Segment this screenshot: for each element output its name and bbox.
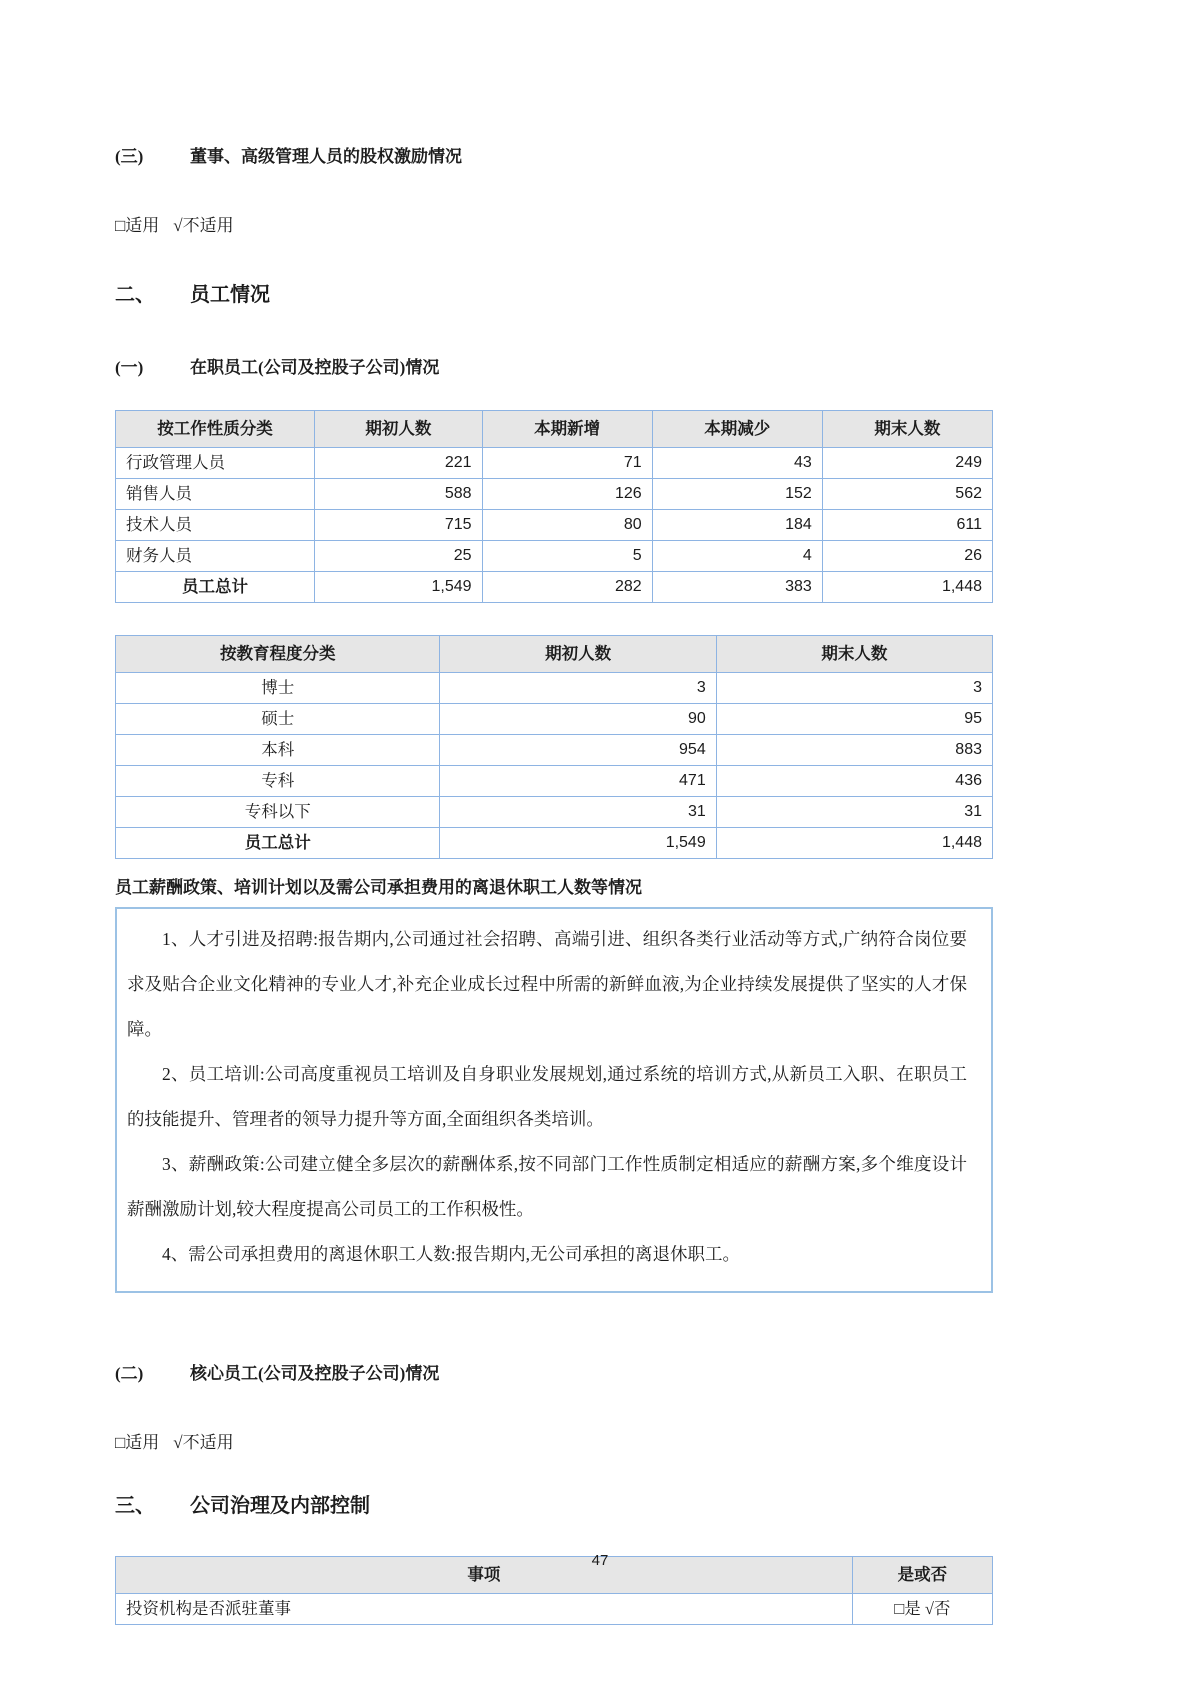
row-label: 博士 — [116, 673, 440, 704]
cell-value: 1,448 — [716, 828, 992, 859]
table-row — [116, 510, 993, 541]
column-header: 期初人数 — [440, 636, 716, 673]
checkbox-applicable: □适用 — [115, 1433, 160, 1452]
table-row — [116, 766, 993, 797]
total-label: 员工总计 — [116, 572, 315, 603]
heading-title: 员工情况 — [190, 284, 270, 306]
column-header: 本期减少 — [652, 411, 822, 448]
cell-value: 31 — [716, 797, 992, 828]
row-label: 销售人员 — [116, 479, 315, 510]
checkbox-not-applicable: √不适用 — [173, 1433, 234, 1452]
heading-active-employees — [115, 353, 993, 378]
cell-value: 126 — [482, 479, 652, 510]
cell-value: 883 — [716, 735, 992, 766]
applicability-line-bottom — [115, 1428, 993, 1453]
table-row — [116, 673, 993, 704]
cell-value: 1,549 — [315, 572, 483, 603]
cell-value: 588 — [315, 479, 483, 510]
cell-value: 71 — [482, 448, 652, 479]
column-header: 按教育程度分类 — [116, 636, 440, 673]
heading-number: 二、 — [115, 284, 155, 306]
table-row — [116, 704, 993, 735]
cell-value: 25 — [315, 541, 483, 572]
table-header-row — [116, 636, 993, 673]
heading-number: (二) — [115, 1364, 144, 1383]
table-row — [116, 1594, 993, 1625]
applicability-line-top — [115, 211, 993, 236]
row-label: 专科 — [116, 766, 440, 797]
cell-value: 184 — [652, 510, 822, 541]
total-label: 员工总计 — [116, 828, 440, 859]
cell-value: 611 — [822, 510, 992, 541]
column-header: 按工作性质分类 — [116, 411, 315, 448]
yes-no-checkboxes: □是 √否 — [852, 1594, 992, 1625]
column-header: 本期新增 — [482, 411, 652, 448]
cell-value: 3 — [440, 673, 716, 704]
cell-value: 31 — [440, 797, 716, 828]
column-header: 是或否 — [852, 1557, 992, 1594]
policy-paragraph-training: 2、员工培训:公司高度重视员工培训及自身职业发展规划,通过系统的培训方式,从新员工入职、在职员工的技能提升、管理者的领导力提升等方面,全面组织各类培训。 — [127, 1064, 967, 1129]
row-label: 财务人员 — [116, 541, 315, 572]
heading-equity-incentive — [115, 142, 993, 167]
table-row — [116, 541, 993, 572]
table-header-row — [116, 411, 993, 448]
policy-text-box — [115, 907, 993, 1293]
table-row — [116, 479, 993, 510]
cell-value: 4 — [652, 541, 822, 572]
column-header: 期初人数 — [315, 411, 483, 448]
cell-value: 436 — [716, 766, 992, 797]
column-header: 期末人数 — [716, 636, 992, 673]
heading-employees — [115, 278, 993, 307]
table-row — [116, 797, 993, 828]
cell-value: 80 — [482, 510, 652, 541]
heading-title: 公司治理及内部控制 — [190, 1495, 370, 1517]
table-employees-by-education — [115, 635, 993, 859]
cell-value: 249 — [822, 448, 992, 479]
policy-paragraph-compensation: 3、薪酬政策:公司建立健全多层次的薪酬体系,按不同部门工作性质制定相适应的薪酬方案,多个维度设计薪酬激励计划,较大程度提高公司员工的工作积极性。 — [127, 1154, 967, 1219]
cell-value: 26 — [822, 541, 992, 572]
cell-value: 221 — [315, 448, 483, 479]
heading-number: 三、 — [115, 1495, 155, 1517]
cell-value: 715 — [315, 510, 483, 541]
policy-paragraph-retirees: 4、需公司承担费用的离退休职工人数:报告期内,无公司承担的离退休职工。 — [162, 1244, 740, 1264]
cell-value: 5 — [482, 541, 652, 572]
table-row — [116, 448, 993, 479]
cell-value: 562 — [822, 479, 992, 510]
cell-value: 1,549 — [440, 828, 716, 859]
column-header: 期末人数 — [822, 411, 992, 448]
heading-title: 核心员工(公司及控股子公司)情况 — [190, 1364, 440, 1383]
cell-value: 383 — [652, 572, 822, 603]
row-label: 专科以下 — [116, 797, 440, 828]
heading-governance — [115, 1489, 993, 1518]
heading-core-employees — [115, 1359, 993, 1384]
heading-title: 董事、高级管理人员的股权激励情况 — [190, 147, 462, 166]
column-header: 事项 — [116, 1557, 853, 1594]
cell-value: 95 — [716, 704, 992, 735]
row-label: 投资机构是否派驻董事 — [116, 1594, 853, 1625]
policy-paragraph-recruiting: 1、人才引进及招聘:报告期内,公司通过社会招聘、高端引进、组织各类行业活动等方式,广纳符合岗位要求及贴合企业文化精神的专业人才,补充企业成长过程中所需的新鲜血液,为企业持续发展提供了坚实的人才保障。 — [127, 929, 967, 1039]
table-row — [116, 735, 993, 766]
heading-title: 在职员工(公司及控股子公司)情况 — [190, 358, 440, 377]
row-label: 技术人员 — [116, 510, 315, 541]
table-employees-by-job — [115, 410, 993, 603]
cell-value: 43 — [652, 448, 822, 479]
cell-value: 282 — [482, 572, 652, 603]
row-label: 行政管理人员 — [116, 448, 315, 479]
cell-value: 471 — [440, 766, 716, 797]
cell-value: 152 — [652, 479, 822, 510]
checkbox-not-applicable: √不适用 — [173, 216, 234, 235]
heading-number: (三) — [115, 147, 144, 166]
heading-number: (一) — [115, 358, 144, 377]
table-total-row — [116, 828, 993, 859]
cell-value: 954 — [440, 735, 716, 766]
table-total-row — [116, 572, 993, 603]
row-label: 硕士 — [116, 704, 440, 735]
row-label: 本科 — [116, 735, 440, 766]
policy-section-heading: 员工薪酬政策、培训计划以及需公司承担费用的离退休职工人数等情况 — [115, 878, 642, 897]
cell-value: 3 — [716, 673, 992, 704]
cell-value: 90 — [440, 704, 716, 735]
page-number: 47 — [591, 1552, 609, 1569]
checkbox-applicable: □适用 — [115, 216, 160, 235]
cell-value: 1,448 — [822, 572, 992, 603]
